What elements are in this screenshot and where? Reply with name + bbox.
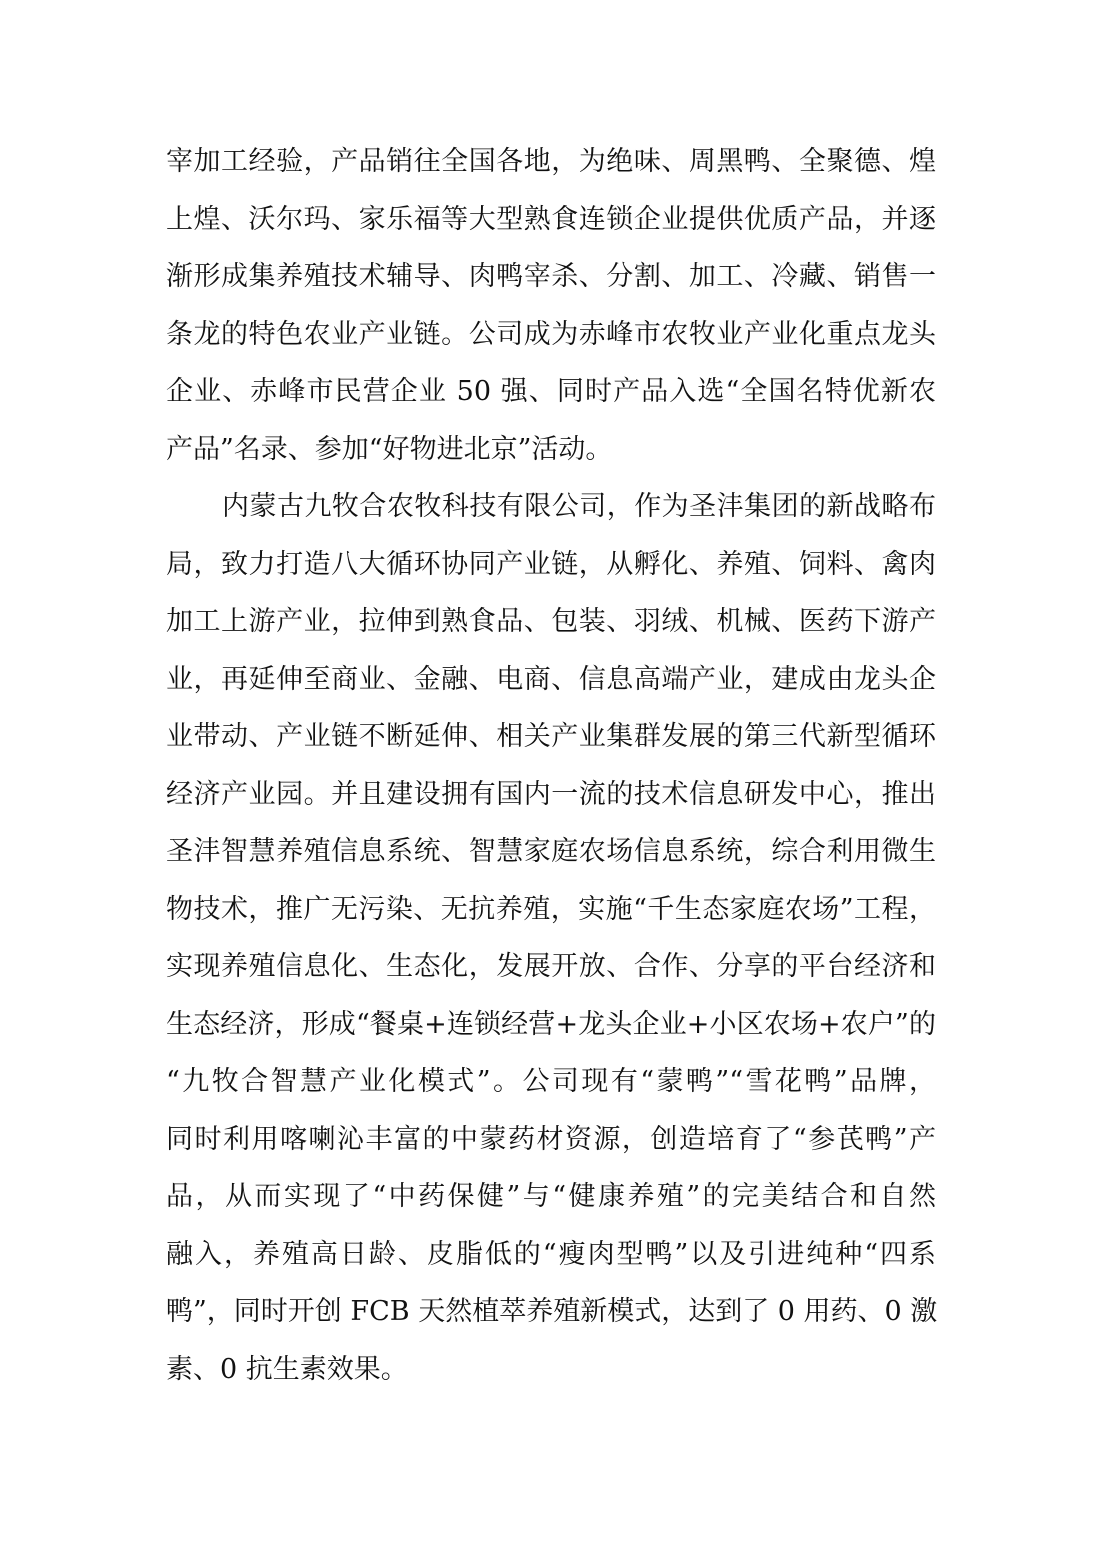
text-line: 物技术，推广无污染、无抗养殖，实施“千生态家庭农场”工程， bbox=[166, 893, 936, 925]
paragraph-2 bbox=[166, 478, 936, 1398]
text-line: 局，致力打造八大循环协同产业链，从孵化、养殖、饲料、禽肉 bbox=[166, 548, 936, 580]
text-line: 加工上游产业，拉伸到熟食品、包装、羽绒、机械、医药下游产 bbox=[166, 606, 936, 637]
text-line: 鸭”，同时开创 FCB 天然植萃养殖新模式，达到了 0 用药、0 激 bbox=[166, 1296, 938, 1327]
text-line: 上煌、沃尔玛、家乐福等大型熟食连锁企业提供优质产品，并逐 bbox=[166, 203, 936, 235]
text-line: 渐形成集养殖技术辅导、肉鸭宰杀、分割、加工、冷藏、销售一 bbox=[166, 261, 936, 292]
text-line: 融入，养殖高日龄、皮脂低的“瘦肉型鸭”以及引进纯种“四系 bbox=[166, 1238, 936, 1270]
paragraph-1 bbox=[166, 133, 936, 478]
text-line: 内蒙古九牧合农牧科技有限公司，作为圣沣集团的新战略布 bbox=[222, 491, 936, 522]
text-line: 同时利用喀喇沁丰富的中蒙药材资源，创造培育了“参芪鸭”产 bbox=[166, 1123, 936, 1155]
text-line: 品，从而实现了“中药保健”与“健康养殖”的完美结合和自然 bbox=[166, 1181, 936, 1212]
text-line: 宰加工经验，产品销往全国各地，为绝味、周黑鸭、全聚德、煌 bbox=[166, 146, 936, 177]
text-line: 生态经济，形成“餐桌+连锁经营+龙头企业+小区农场+农户”的 bbox=[166, 1008, 936, 1040]
text-line: 产品”名录、参加“好物进北京”活动。 bbox=[166, 433, 613, 465]
text-line: 业带动、产业链不断延伸、相关产业集群发展的第三代新型循环 bbox=[166, 721, 936, 752]
text-line: 经济产业园。并且建设拥有国内一流的技术信息研发中心，推出 bbox=[166, 778, 936, 810]
text-line: “九牧合智慧产业化模式”。公司现有“蒙鸭”“雪花鸭”品牌， bbox=[166, 1066, 936, 1097]
text-line: 条龙的特色农业产业链。公司成为赤峰市农牧业产业化重点龙头 bbox=[166, 318, 936, 350]
text-line: 业，再延伸至商业、金融、电商、信息高端产业，建成由龙头企 bbox=[166, 663, 936, 695]
text-line: 实现养殖信息化、生态化，发展开放、合作、分享的平台经济和 bbox=[166, 951, 936, 982]
text-line: 企业、赤峰市民营企业 50 强、同时产品入选“全国名特优新农 bbox=[166, 376, 936, 407]
text-line: 圣沣智慧养殖信息系统、智慧家庭农场信息系统，综合利用微生 bbox=[166, 836, 936, 867]
text-line: 素、0 抗生素效果。 bbox=[166, 1353, 408, 1385]
